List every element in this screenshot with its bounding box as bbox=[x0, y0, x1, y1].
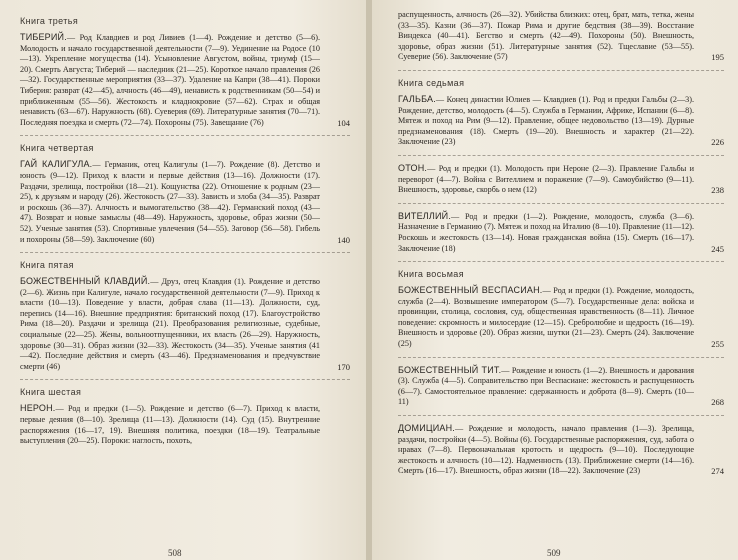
entry-name: БОЖЕСТВЕННЫЙ ТИТ. bbox=[398, 364, 502, 375]
toc-entry-tiberius bbox=[20, 32, 350, 128]
entry-page-number: 255 bbox=[711, 339, 724, 350]
toc-entry-vespasian bbox=[398, 285, 724, 350]
entry-text: — Друз, отец Клавдия (1). Рождение и детство (2—6). Жизнь при Калигуле, начало государственной деятельности (7—9). Приход к власти (10—13). Поведение у власти, добрая слава (11—13). Должности, суд, перепись (14—16). Внешние предприятия: британский поход (17). Благоустройство Рима (18—20). Раздачи и зрелища (21). Преобразования религиозные, судебные, социальные (22—25). Жены, вольноотпущенники, их власть (26—29). Наружность, здоровье (30—31). Образ жизни (32—33). Жестокость (34—35). Ученые занятия (41—42). Последние действия и смерть (43—46). Предзнаменования и предчувствие смерти (46) bbox=[20, 277, 320, 371]
section-heading: Книга восьмая bbox=[398, 269, 464, 280]
entry-page-number: 245 bbox=[711, 243, 724, 254]
entry-page-number: 170 bbox=[337, 361, 350, 372]
entry-name: ГАЙ КАЛИГУЛА. bbox=[20, 159, 93, 170]
entry-page-number: 268 bbox=[711, 397, 724, 408]
section-heading: Книга седьмая bbox=[398, 77, 465, 88]
entry-name: БОЖЕСТВЕННЫЙ ВЕСПАСИАН. bbox=[398, 285, 543, 296]
section-divider bbox=[398, 70, 724, 71]
toc-entry-domitian bbox=[398, 423, 724, 477]
left-column bbox=[0, 10, 366, 451]
entry-text: — Род и предки (1—5). Рождение и детство (6—7). Приход к власти, первые деяния (8—10). Зрелища (11—13). Должности (14). Суд (15). Внутренние распоряжения (16—17, 19). Внешняя политика, поездки (18—19). Театральные выступления (20—25). Пороки: наглость, похоть, bbox=[20, 404, 320, 446]
toc-entry-titus bbox=[398, 365, 724, 408]
entry-name: ДОМИЦИАН. bbox=[398, 423, 455, 434]
entry-name: ГАЛЬБА. bbox=[398, 93, 436, 104]
entry-text: — Род и предки (1). Рождение, молодость, служба (2—4). Возвышение императором (5—7). Государственные дела: войска и провинции, столица, сословия, суд, общественная нравственность (8—11). Личное поведение: скромность и милосердие (12—15). Сребролюбие и щедрость (16—19). Внешность и здоровье (20). Образ жизни, шутки (21—23). Смерть (24). Заключение (25) bbox=[398, 286, 694, 349]
toc-entry-vitellius bbox=[398, 211, 724, 254]
section-heading: Книга пятая bbox=[20, 260, 74, 271]
entry-text: — Конец династии Юлиев — Клавдиев (1). Род и предки Гальбы (2—3). Рождение, детство, молодость (4—5). Служба в Германии, Африке, Испании (6—8). Мятеж и поход на Рим (9—12). Правление, общее недовольство (13—19). Дурные предзнаменования (18). Смерть (19—20). Внешность и характер (21—22). Заключение (23) bbox=[398, 94, 694, 147]
toc-entry-otho bbox=[398, 163, 724, 196]
left-page bbox=[0, 0, 366, 560]
entry-text: — Род Клавдиев и род Ливиев (1—4). Рождение и детство (5—6). Молодость и начало государственной деятельности (7—9). Уединение на Родосе (10—13). Укрепление могущества (14). Усыновление Августом, войны, триумф (15—20). Смерть Августа; Тиберий — наследник (21—25). Короткое начало правления (26—32). Государственные мероприятия (33—37). Удаление на Капри (38—41). Пороки Тиберия: разврат (42—45), алчность (46—49), ненависть к родственникам (50—54) и приближенным (55—56). Жестокость и кладнокровие (57—62). Страх и общая ненависть (63—67). Наружность (68). Суеверия (69). Литературные занятия (70—71). Последняя поездка и смерть (72—74). Похороны (75). Завещание (76) bbox=[20, 33, 320, 127]
entry-text: — Род и предки (1). Молодость при Нероне (2—3). Правление Гальбы и переворот (4—7). Война с Вителлием и поражение (7—9). Самоубийство (9—11). Внешность, здоровье, скорбь о нем (12) bbox=[398, 163, 694, 195]
section-divider bbox=[20, 135, 350, 136]
entry-name: ОТОН. bbox=[398, 162, 428, 173]
entry-page-number: 274 bbox=[711, 466, 724, 477]
section-divider bbox=[398, 261, 724, 262]
entry-text: — Род и предки (1—2). Рождение, молодость, служба (3—6). Назначение в Германию (7). Мятеж и поход на Италию (8—10). Правление (11—12). Роскошь и жестокость (13—14). Новая гражданская война (15). Смерть (16—17). Заключение (18) bbox=[398, 211, 694, 253]
toc-entry-nero bbox=[20, 403, 350, 446]
toc-entry-nero-continued bbox=[398, 10, 724, 63]
entry-page-number: 238 bbox=[711, 185, 724, 196]
entry-page-number: 195 bbox=[711, 52, 724, 63]
entry-name: ВИТЕЛЛИЙ. bbox=[398, 210, 452, 221]
entry-page-number: 226 bbox=[711, 137, 724, 148]
entry-divider bbox=[398, 155, 724, 156]
toc-entry-caligula bbox=[20, 159, 350, 245]
right-column bbox=[372, 10, 738, 481]
entry-page-number: 140 bbox=[337, 234, 350, 245]
entry-text: — Рождение и юность (1—2). Внешность и дарования (3). Служба (4—5). Соправительство при Веспасиане: жестокость и распущенность (6—7). Самостоятельное правление: сдержанность и доброта (8—9). Смерть (10—11) bbox=[398, 365, 694, 407]
section-heading: Книга третья bbox=[20, 16, 79, 26]
entry-text: распущенность, алчность (26—32). Убийства близких: отец, брат, мать, тетка, жены (33—35). Казни (36—37). Пожар Рима и другие бедствия (38—39). Восстание Виндекса (40—41). Бегство и смерть (42—49). Похороны (50). Внешность, здоровье, образ жизни (51). Литературные занятия (52). Тщеславие (53—55). Суеверие (56). Заключение (57) bbox=[398, 10, 694, 62]
section-heading: Книга шестая bbox=[20, 387, 82, 398]
entry-name: БОЖЕСТВЕННЫЙ КЛАВДИЙ. bbox=[20, 276, 151, 287]
toc-entry-claudius bbox=[20, 276, 350, 372]
entry-divider bbox=[398, 203, 724, 204]
right-page bbox=[372, 0, 738, 560]
entry-divider bbox=[398, 357, 724, 358]
entry-divider bbox=[398, 415, 724, 416]
page-number: 509 bbox=[547, 548, 561, 558]
toc-entry-galba bbox=[398, 94, 724, 148]
entry-name: НЕРОН. bbox=[20, 403, 56, 414]
section-divider bbox=[20, 379, 350, 380]
page-number: 508 bbox=[168, 548, 182, 558]
entry-name: ТИБЕРИЙ. bbox=[20, 32, 67, 42]
entry-page-number: 104 bbox=[337, 117, 350, 128]
entry-text: — Германик, отец Калигулы (1—7). Рождение (8). Детство и юность (9—12). Приход к власти и первые действия (13—16). Должности (17). Раздачи, зрелища, постройки (18—21). Кощунства (22). Отношение к родным (23—25), к друзьям и народу (26). Жестокость (27—33). Зависть и злоба (34—35). Разврат и роскошь (36—37). Алчность и вымогательство (38—42). Германский поход (43—47). Возврат и новые замыслы (48—49). Наружность, здоровье, образ жизни (50—52). Ученые занятия (53). Спортивные увлечения (54—55). Заговор (56—58). Гибель и похороны (58—59). Заключение (60) bbox=[20, 160, 320, 244]
section-divider bbox=[20, 252, 350, 253]
section-heading: Книга четвертая bbox=[20, 143, 94, 154]
entry-text: — Рождение и молодость, начало правления (1—3). Зрелища, раздачи, постройки (4—5). Войны (6). Государственные распоряжения, суд, забота о нравах (7—8). Первоначальная кротость и щедрость (9—10). Последующие жестокость и алчность (10—12). Надменность (13). Приближение смерти (14—16). Смерть (16—17). Внешность, образ жизни (18—22). Заключение (23) bbox=[398, 424, 694, 476]
